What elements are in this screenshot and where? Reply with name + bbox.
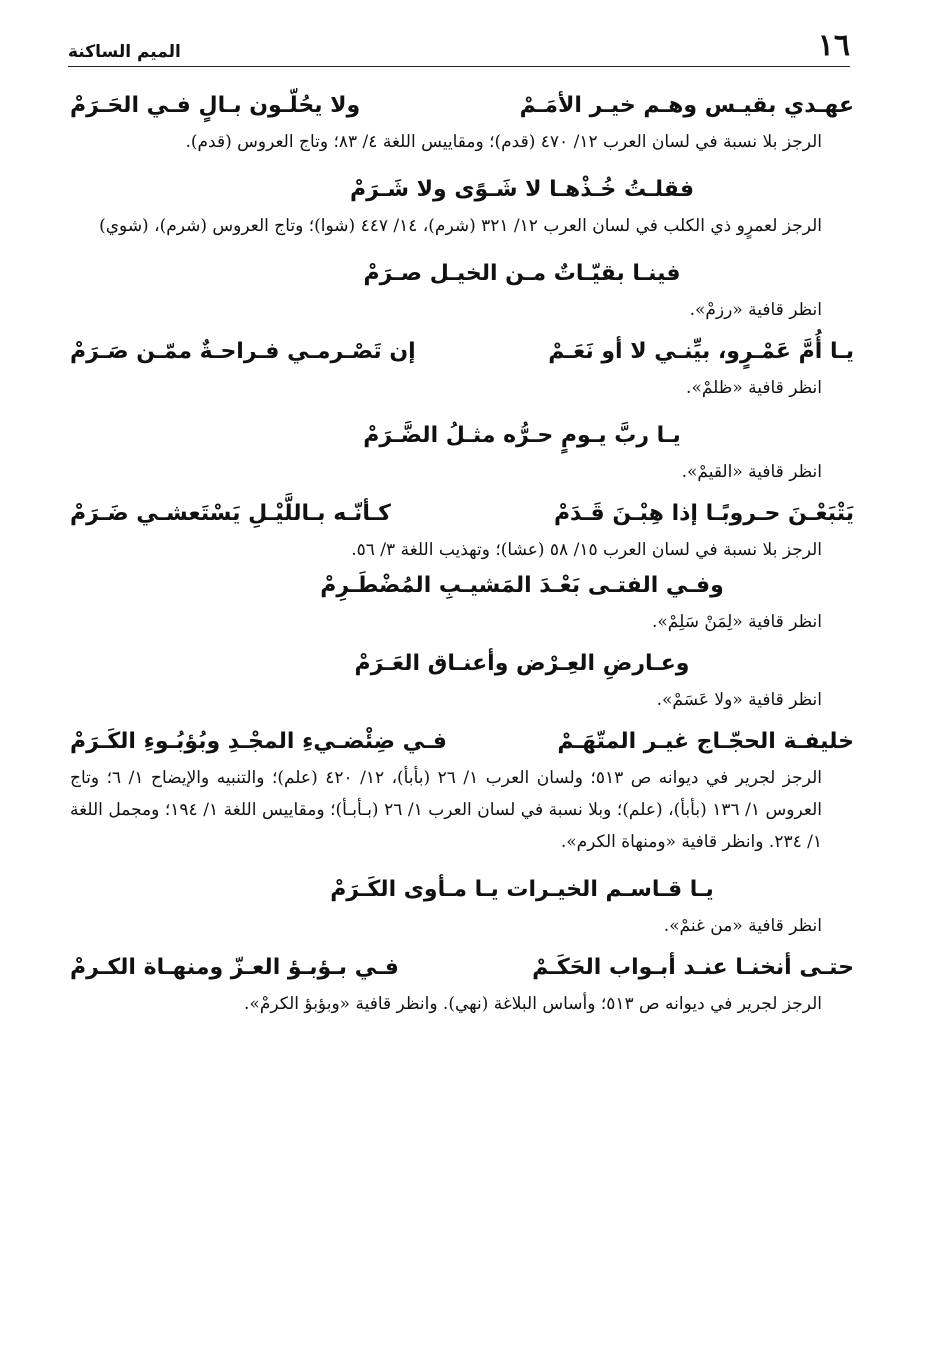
- verse-line: [70, 644, 854, 684]
- verse-first-hemistich: عهـدي بقيـس وهـم خيـر الأمَـمْ: [519, 93, 854, 118]
- verse-second-hemistich: كـأنّـه بـاللَّيْـلِ يَسْتَعشـي ضَـرَمْ: [70, 501, 391, 526]
- verse-line: [70, 494, 854, 534]
- verse-line: [70, 332, 854, 372]
- verse-single-hemistich: فقلـتُ خُـذْهـا لا شَـوًى ولا شَـرَمْ: [350, 177, 694, 202]
- cross-reference-note: انظر قافية «ولا عَسَمْ».: [656, 690, 822, 710]
- cross-reference-note: انظر قافية «القيمْ».: [681, 462, 822, 482]
- page-number: ١٦: [817, 28, 850, 63]
- source-note: الرجز لعمرٍو ذي الكلب في لسان العرب ١٢/ ٣٢١ (شرم)، ١٤/ ٤٤٧ (شوا)؛ وتاج العروس (شرم)، (شوي): [99, 216, 822, 236]
- verse-single-hemistich: وفـي الفتـى بَعْـدَ المَشيـبِ المُضْطَـرِمْ: [320, 573, 724, 598]
- verse-single-hemistich: يـا قـاسـم الخيـرات يـا مـأوى الكَـرَمْ: [330, 877, 714, 902]
- running-title: الميم الساكنة: [68, 42, 181, 62]
- page-header: [68, 28, 850, 72]
- verse-line: [70, 722, 854, 762]
- verse-second-hemistich: ولا يحُلّـون بـالٍ فـي الحَـرَمْ: [70, 93, 361, 118]
- verse-single-hemistich: يـا ربَّ يـومٍ حـرُّه مثـلُ الضَّـرَمْ: [363, 423, 681, 448]
- verse-line: [70, 416, 854, 456]
- header-rule: [68, 66, 850, 67]
- verse-line: [70, 86, 854, 126]
- page-body: [70, 86, 854, 1020]
- verse-first-hemistich: يَتْبَعْـنَ حـروبًـا إذا هِبْـنَ قَـدَمْ: [553, 501, 854, 526]
- cross-reference-note: انظر قافية «ظلمْ».: [686, 378, 822, 398]
- source-note: الرجز لجرير في ديوانه ص ٥١٣؛ ولسان العرب ١/ ٢٦ (بأبأ)، ١٢/ ٤٢٠ (علم)؛ والتنبيه والإيضاح ١/ ٦؛ وتاج العروس ١/ ١٣٦ (بأبأ)، (علم)؛ وبلا نسبة في لسان العرب ١/ ٢٦ (بـأبـأ)؛ ومقاييس اللغة ١/ ١٩٤؛ ومجمل اللغة ١/ ٢٣٤. وانظر قافية «ومنهاة الكرم».: [70, 768, 822, 852]
- verse-first-hemistich: حتـى أنخنـا عنـد أبـواب الحَكَـمْ: [532, 955, 854, 980]
- source-note: الرجز لجرير في ديوانه ص ٥١٣؛ وأساس البلاغة (نهي). وانظر قافية «وبؤبؤ الكرمْ».: [244, 994, 822, 1014]
- verse-second-hemistich: إن تَصْـرمـي فـراحـةٌ ممّـن صَـرَمْ: [70, 339, 416, 364]
- cross-reference-note: انظر قافية «رزمْ».: [689, 300, 822, 320]
- verse-second-hemistich: فـي بـؤبـؤ العـزّ ومنهـاة الكـرمْ: [70, 955, 399, 980]
- cross-reference-note: انظر قافية «لِمَنْ سَلِمْ».: [651, 612, 822, 632]
- verse-first-hemistich: يـا أُمَّ عَمْـرٍو، بيِّنـي لا أو نَعَـمْ: [548, 339, 854, 364]
- verse-line: [70, 566, 854, 606]
- cross-reference-note: انظر قافية «من غنمْ».: [663, 916, 822, 936]
- verse-single-hemistich: وعـارضِ العِـرْض وأعنـاق العَـرَمْ: [354, 651, 690, 676]
- verse-line: [70, 254, 854, 294]
- verse-line: [70, 870, 854, 910]
- verse-second-hemistich: فـي ضِئْضـيءِ المجْـدِ وبُؤبُـوءِ الكَـرَمْ: [70, 729, 447, 754]
- source-note: الرجز بلا نسبة في لسان العرب ١٥/ ٥٨ (عشا)؛ وتهذيب اللغة ٣/ ٥٦.: [351, 540, 822, 560]
- verse-single-hemistich: فينـا بقيّـاتٌ مـن الخيـل صـرَمْ: [363, 261, 681, 286]
- source-note: الرجز بلا نسبة في لسان العرب ١٢/ ٤٧٠ (قدم)؛ ومقاييس اللغة ٤/ ٨٣؛ وتاج العروس (قدم).: [185, 132, 822, 152]
- verse-line: [70, 948, 854, 988]
- verse-line: [70, 170, 854, 210]
- verse-first-hemistich: خليفـة الحجّـاج غيـر المتّهَـمْ: [557, 729, 854, 754]
